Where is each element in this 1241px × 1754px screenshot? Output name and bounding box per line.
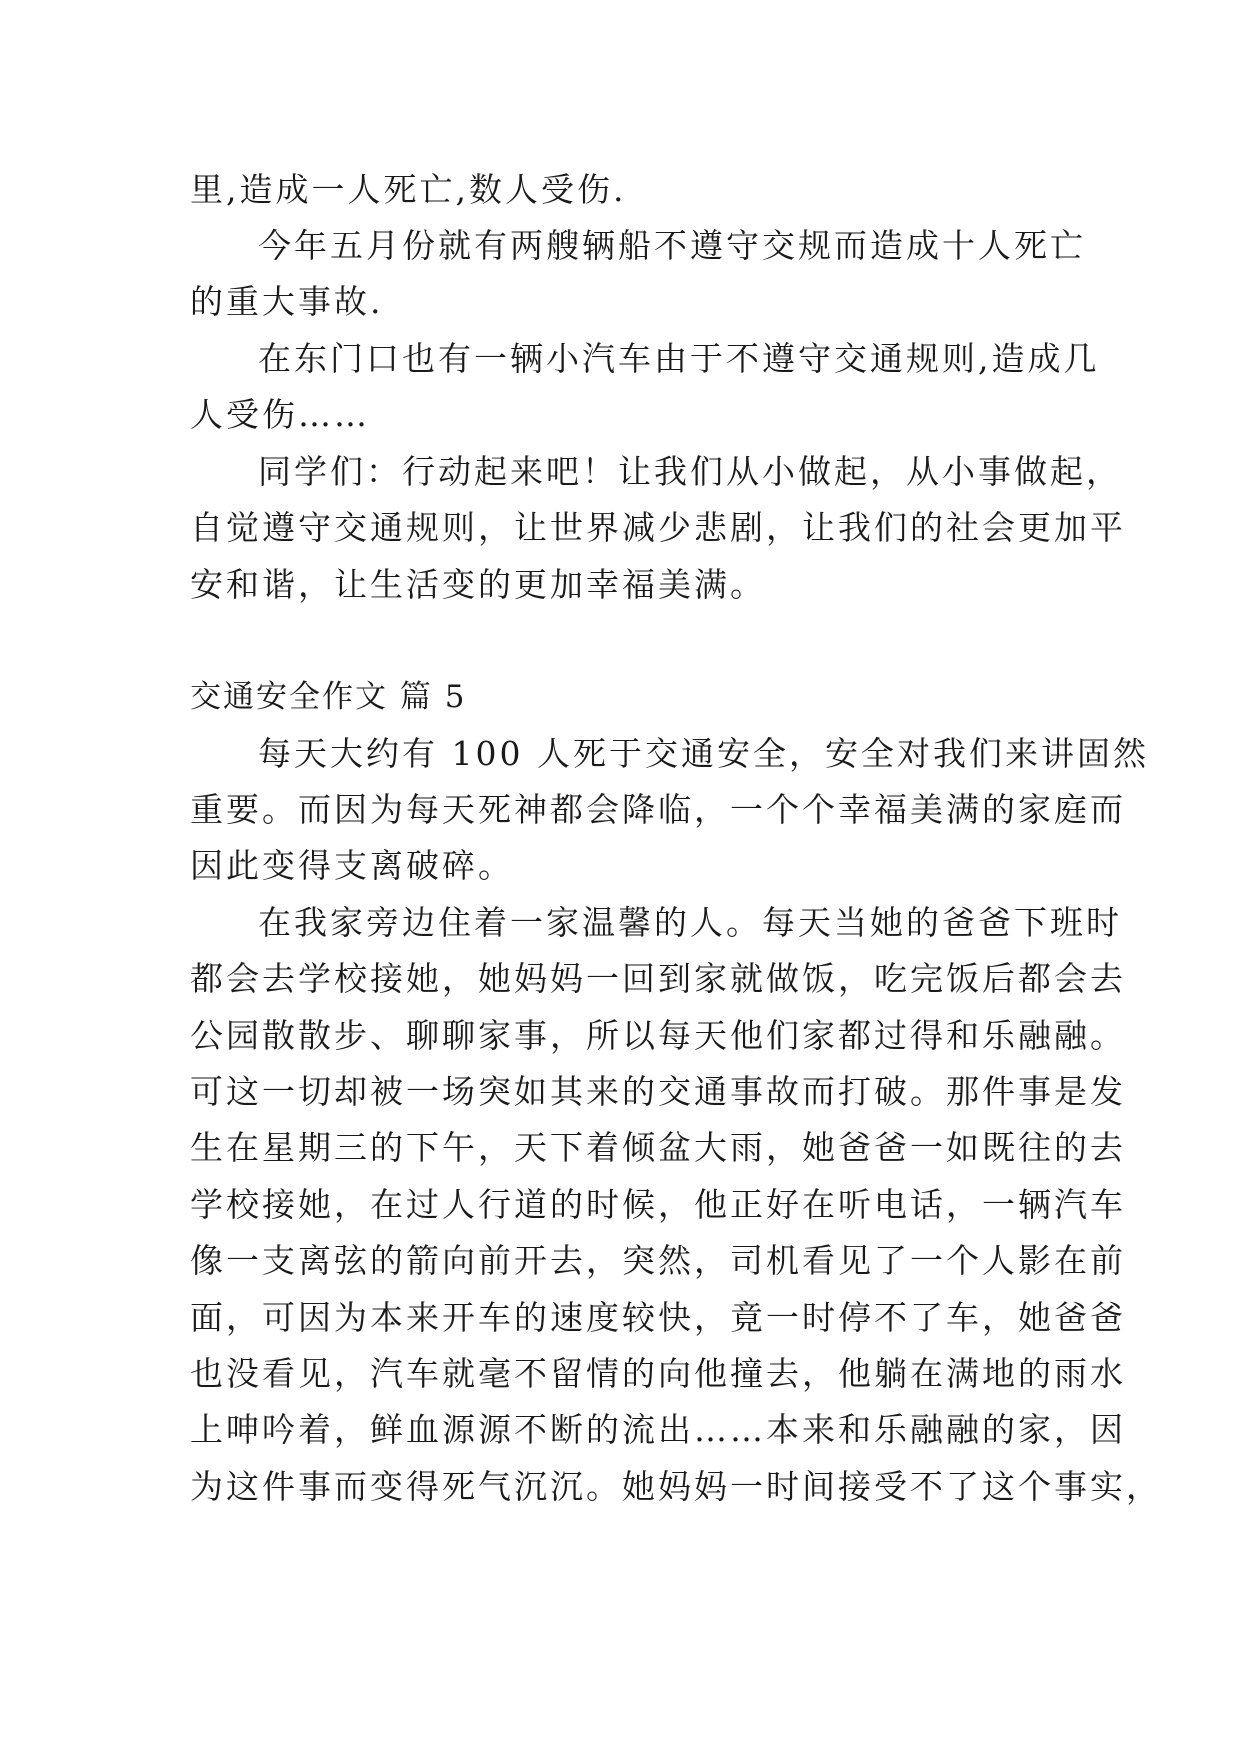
body-text-line: 人受伤…… xyxy=(190,395,370,434)
body-text-line: 重要。而因为每天死神都会降临，一个个幸福美满的家庭而 xyxy=(190,790,1126,829)
section-heading: 交通安全作文 篇 5 xyxy=(190,679,467,715)
body-text-line: 可这一切却被一场突如其来的交通事故而打破。那件事是发 xyxy=(190,1072,1126,1111)
body-text-line: 里,造成一人死亡,数人受伤. xyxy=(190,170,627,209)
body-text-line: 学校接她，在过人行道的时候，他正好在听电话，一辆汽车 xyxy=(190,1185,1126,1224)
body-text-line: 安和谐，让生活变的更加幸福美满。 xyxy=(190,565,766,604)
body-text-line: 的重大事故. xyxy=(190,282,384,321)
body-text-line: 面，可因为本来开车的速度较快，竟一时停不了车，她爸爸 xyxy=(190,1298,1126,1337)
body-text-line: 因此变得支离破碎。 xyxy=(190,846,514,885)
body-text-line: 也没看见，汽车就毫不留情的向他撞去，他躺在满地的雨水 xyxy=(190,1354,1126,1393)
body-text-line: 为这件事而变得死气沉沉。她妈妈一时间接受不了这个事实， xyxy=(190,1467,1162,1506)
paragraph-first-line: 在我家旁边住着一家温馨的人。每天当她的爸爸下班时 xyxy=(258,903,1122,942)
paragraph-first-line: 今年五月份就有两艘辆船不遵守交规而造成十人死亡 xyxy=(258,226,1086,265)
body-text-line: 像一支离弦的箭向前开去，突然，司机看见了一个人影在前 xyxy=(190,1241,1126,1280)
body-text-line: 公园散散步、聊聊家事，所以每天他们家都过得和乐融融。 xyxy=(190,1016,1126,1055)
body-text-line: 自觉遵守交通规则，让世界减少悲剧，让我们的社会更加平 xyxy=(190,508,1126,547)
paragraph-first-line: 每天大约有 100 人死于交通安全，安全对我们来讲固然 xyxy=(258,734,1149,773)
body-text-line: 上呻吟着，鲜血源源不断的流出……本来和乐融融的家，因 xyxy=(190,1410,1126,1449)
body-text-line: 都会去学校接她，她妈妈一回到家就做饭，吃完饭后都会去 xyxy=(190,959,1126,998)
paragraph-first-line: 在东门口也有一辆小汽车由于不遵守交通规则,造成几 xyxy=(258,339,1100,378)
body-text-line: 生在星期三的下午，天下着倾盆大雨，她爸爸一如既往的去 xyxy=(190,1128,1126,1167)
paragraph-first-line: 同学们：行动起来吧！让我们从小做起，从小事做起， xyxy=(258,452,1122,491)
